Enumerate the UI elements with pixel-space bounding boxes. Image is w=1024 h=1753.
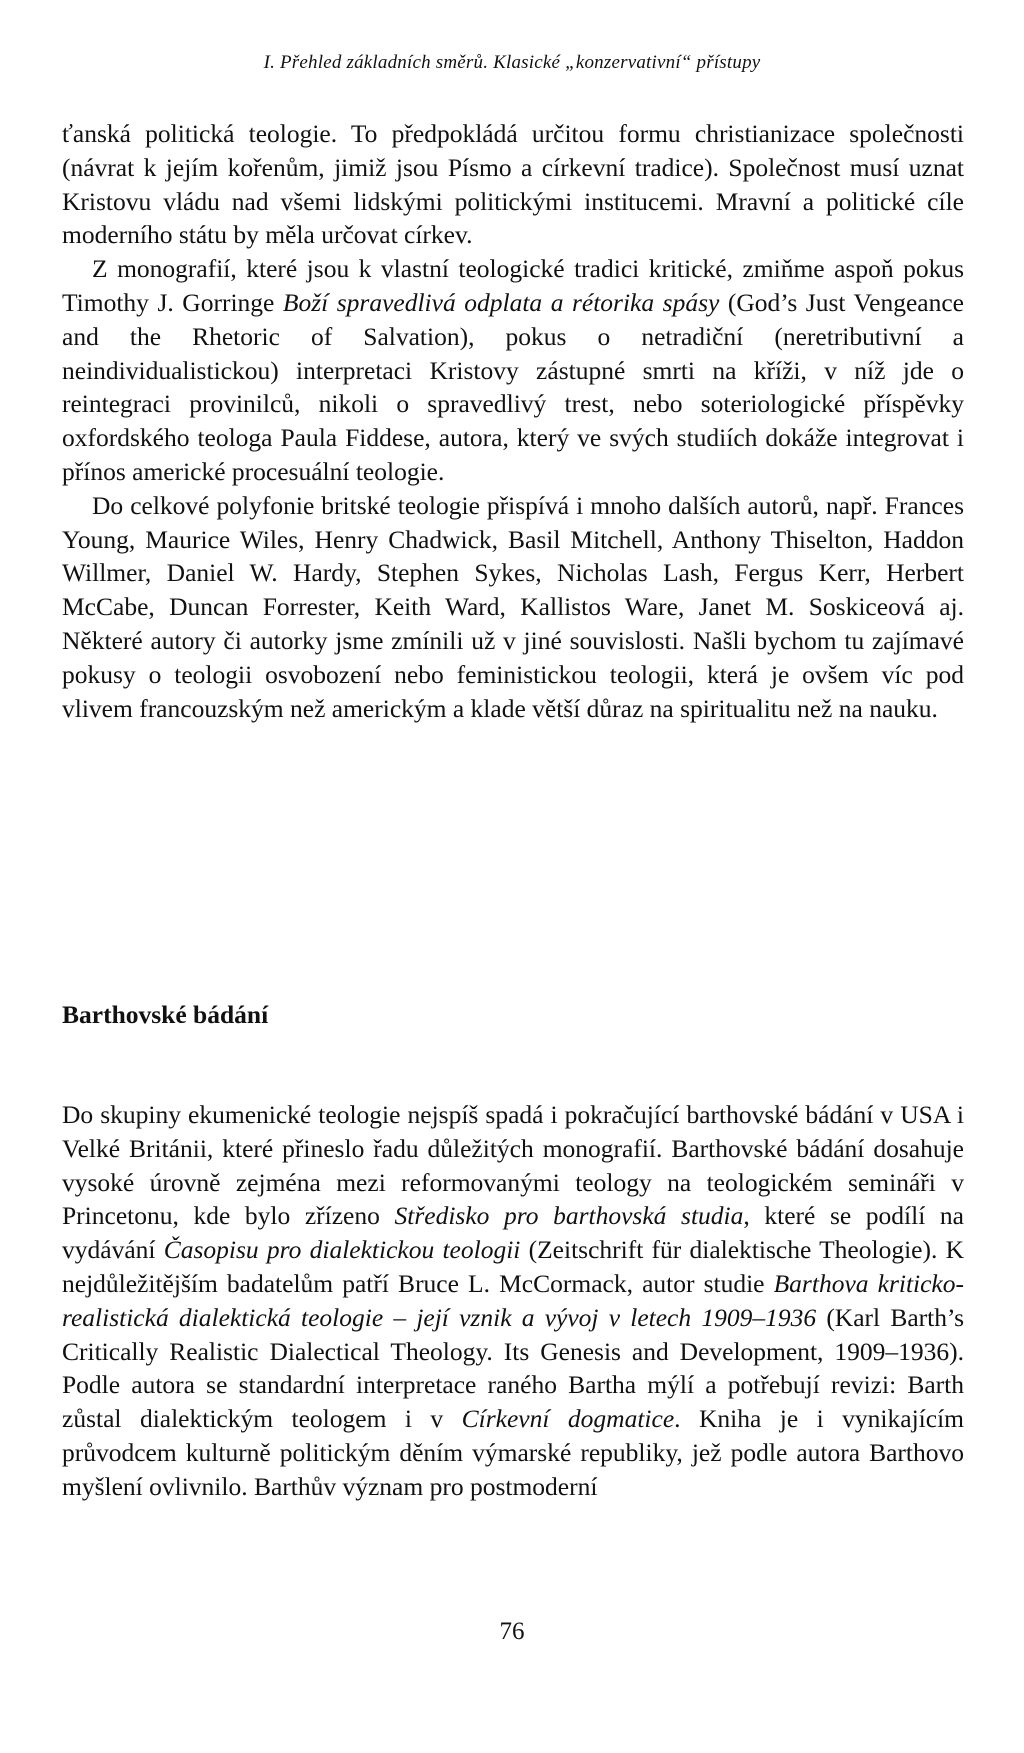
text-run: (Karl Barth’s Critically Realistic Dialectical Theology. Its Genesis and Development, 1909–1936). Podle autora se standardní interpretace raného Bartha mýlí a potřebují revizi: Barth zůstal dialektickým teologem i v [62,1302,964,1434]
page-number: 76 [499,1618,525,1645]
book-title-italic: Barthova kriticko-realistická dialektická teologie – její vznik a vývoj v letech 1909–1936 [62,1268,964,1332]
paragraph-barth-research [62,1098,964,1504]
text-run: . Kniha je i vynikajícím průvodcem kulturně politickým děním výmarské republiky, jež podle autora Barthovo myšlení ovlivnilo. Barthův význam pro postmoderní [62,1404,964,1501]
paragraph-monographs [62,252,964,489]
paragraph-continuation: ťanská politická teologie. To předpokládá určitou formu christianizace společnosti (návrat k jejím kořenům, jimiž jsou Písmo a církevní tradice). Společnost musí uznat Kristovu vládu nad všemi lidskými politickými institucemi. Mravní a politické cíle moderního státu by měla určovat církev. [62,119,964,250]
running-head: I. Přehled základních směrů. Klasické „konzervativní“ přístupy [263,52,761,73]
text-block-top [62,117,964,725]
text-run: Do skupiny ekumenické teologie nejspíš spadá i pokračující barthovské bádání v USA i Velké Británii, které přineslo řadu důležitých monografií. Barthovské bádání dosahuje vysoké úrovně zejména mezi reformovanými teology na teologickém semináři v Princetonu, kde bylo zřízeno [62,1100,964,1231]
text-block-bottom [62,1098,964,1504]
paragraph-polyphony: Do celkové polyfonie britské teologie přispívá i mnoho dalších autorů, např. Frances Young, Maurice Wiles, Henry Chadwick, Basil Mitchell, Anthony Thiselton, Haddon Willmer, Daniel W. Hardy, Stephen Sykes, Nicholas Lash, Fergus Kerr, Herbert McCabe, Duncan Forrester, Keith Ward, Kallistos Ware, Janet M. Soskiceová aj. Některé autory či autorky jsme zmínili už v jiné souvislosti. Našli bychom tu zajímavé pokusy o teologii osvobození nebo feministickou teologii, která je ovšem víc pod vlivem francouzským než americkým a klade větší důraz na spiritualitu než na nauku. [62,490,964,723]
text-run: Z monografií, které jsou k vlastní teologické tradici kritické, zmiňme aspoň pokus Timothy J. Gorringe [62,254,964,317]
journal-title-italic: Časopisu pro dialektickou teologii [163,1235,521,1265]
text-run: (Zeitschrift für dialektische Theologie). K nejdůležitějším badatelům patří Bruce L. McCormack, autor studie [62,1235,964,1298]
book-title-italic: Církevní dogmatice [461,1404,675,1434]
book-title-italic: Boží spravedlivá odplata a rétorika spásy [282,287,720,317]
text-run: (God’s Just Vengeance and the Rhetoric of Salvation), pokus o netradiční (neretributivní a neindividualistickou) interpretaci Kristovy zástupné smrti na kříži, v níž jde o reintegraci provinilců, nikoli o spravedlivý trest, nebo soteriologické příspěvky oxfordského teologa Paula Fiddese, autora, který ve svých studiích dokáže integrovat i přínos americké procesuální teologie. [62,287,964,486]
section-heading: Barthovské bádání [62,1000,269,1029]
text-run: , které se podílí na vydávání [62,1201,964,1265]
institution-name-italic: Středisko pro barthovská studia [394,1201,744,1231]
